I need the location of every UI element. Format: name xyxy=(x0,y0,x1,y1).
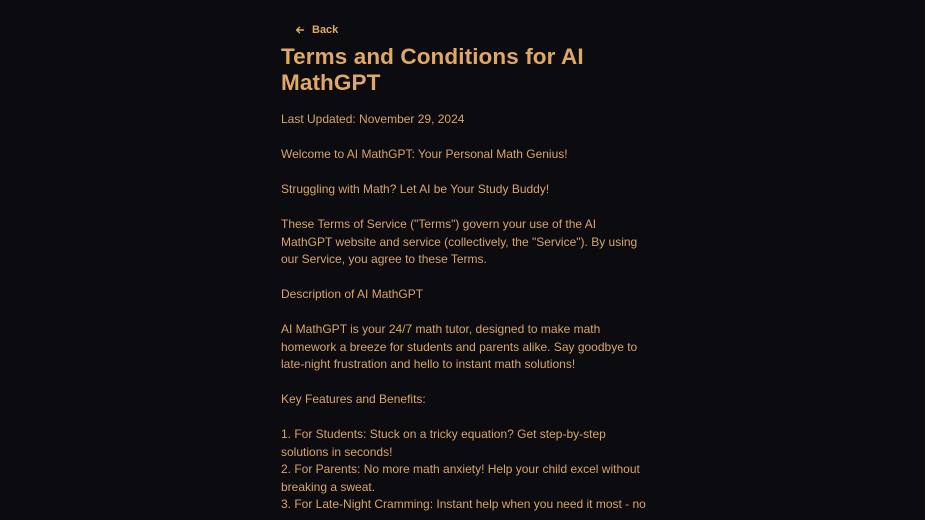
tagline-text: Struggling with Math? Let AI be Your Study Buddy! xyxy=(281,182,550,196)
description-text: AI MathGPT is your 24/7 math tutor, designed to make math homework a breeze for students and parents alike. Say goodbye to late-night frustration and hello to instant math solutions! xyxy=(281,322,638,371)
terms-content xyxy=(281,111,646,514)
back-button[interactable] xyxy=(295,21,338,39)
arrow-left-icon xyxy=(295,25,305,35)
feature-item-parents: 2. For Parents: No more math anxiety! Help your child excel without breaking a sweat. xyxy=(281,462,640,494)
intro-text: These Terms of Service ("Terms") govern your use of the AI MathGPT website and service (collectively, the "Service"). By using our Service, you agree to these Terms. xyxy=(281,217,638,266)
feature-item-students: 1. For Students: Stuck on a tricky equation? Get step-by-step solutions in seconds! xyxy=(281,427,606,459)
page-title: Terms and Conditions for AI MathGPT xyxy=(281,44,584,95)
back-label: Back xyxy=(312,24,339,36)
last-updated: Last Updated: November 29, 2024 xyxy=(281,112,465,126)
description-heading: Description of AI MathGPT xyxy=(281,287,424,301)
welcome-text: Welcome to AI MathGPT: Your Personal Math Genius! xyxy=(281,147,568,161)
feature-item-late-night: 3. For Late-Night Cramming: Instant help when you need it most - no xyxy=(281,497,646,511)
features-heading: Key Features and Benefits: xyxy=(281,392,426,406)
